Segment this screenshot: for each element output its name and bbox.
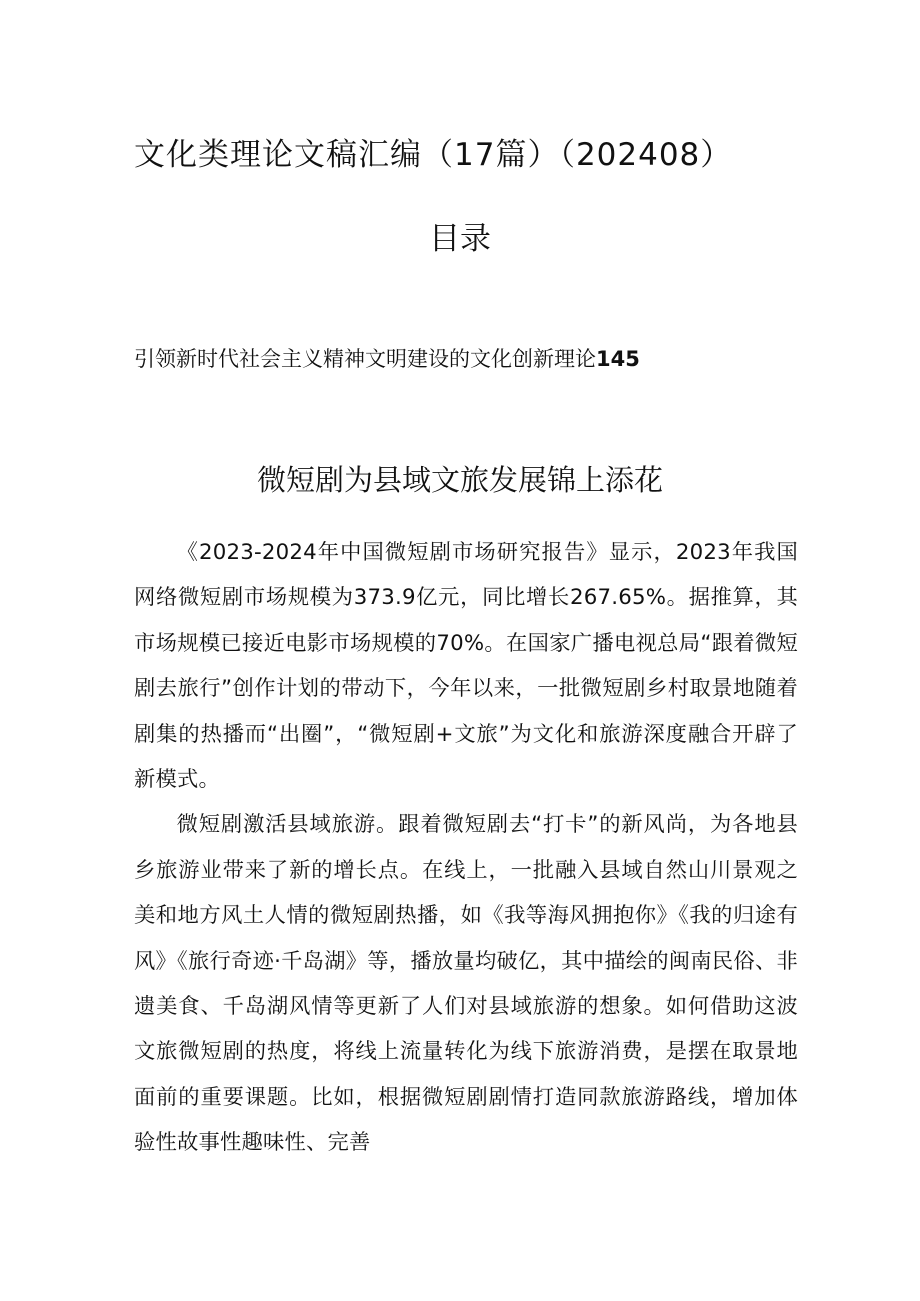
toc-entry[interactable] <box>134 342 814 376</box>
toc-entry-page-number: 145 <box>596 347 640 371</box>
toc-entry-title: 引领新时代社会主义精神文明建设的文化创新理论 <box>134 347 596 371</box>
toc-heading: 目录 <box>429 221 491 257</box>
article-title: 微短剧为县域文旅发展锦上添花 <box>256 463 663 497</box>
document-title: 文化类理论文稿汇编（17篇）（202408） <box>134 137 733 173</box>
article-paragraph-2: 微短剧激活县域旅游。跟着微短剧去“打卡”的新风尚，为各地县乡旅游业带来了新的增长点。在线上，一批融入县域自然山川景观之美和地方风土人情的微短剧热播，如《我等海风拥抱你》《我的归途有风》《旅行奇迹·千岛湖》等，播放量均破亿，其中描绘的闽南民俗、非遗美食、千岛湖风情等更新了人们对县域旅游的想象。如何借助这波文旅微短剧的热度，将线上流量转化为线下旅游消费，是摆在取景地面前的重要课题。比如，根据微短剧剧情打造同款旅游路线，增加体验性故事性趣味性、完善 <box>134 812 798 1156</box>
article-paragraph-1: 《2023-2024年中国微短剧市场研究报告》显示，2023年我国网络微短剧市场规模为373.9亿元，同比增长267.65%。据推算，其市场规模已接近电影市场规模的70%。在国家广播电视总局“跟着微短剧去旅行”创作计划的带动下，今年以来，一批微短剧乡村取景地随着剧集的热播而“出圈”，“微短剧+文旅”为文化和旅游深度融合开辟了新模式。 <box>134 540 798 793</box>
article-body <box>134 530 798 1166</box>
